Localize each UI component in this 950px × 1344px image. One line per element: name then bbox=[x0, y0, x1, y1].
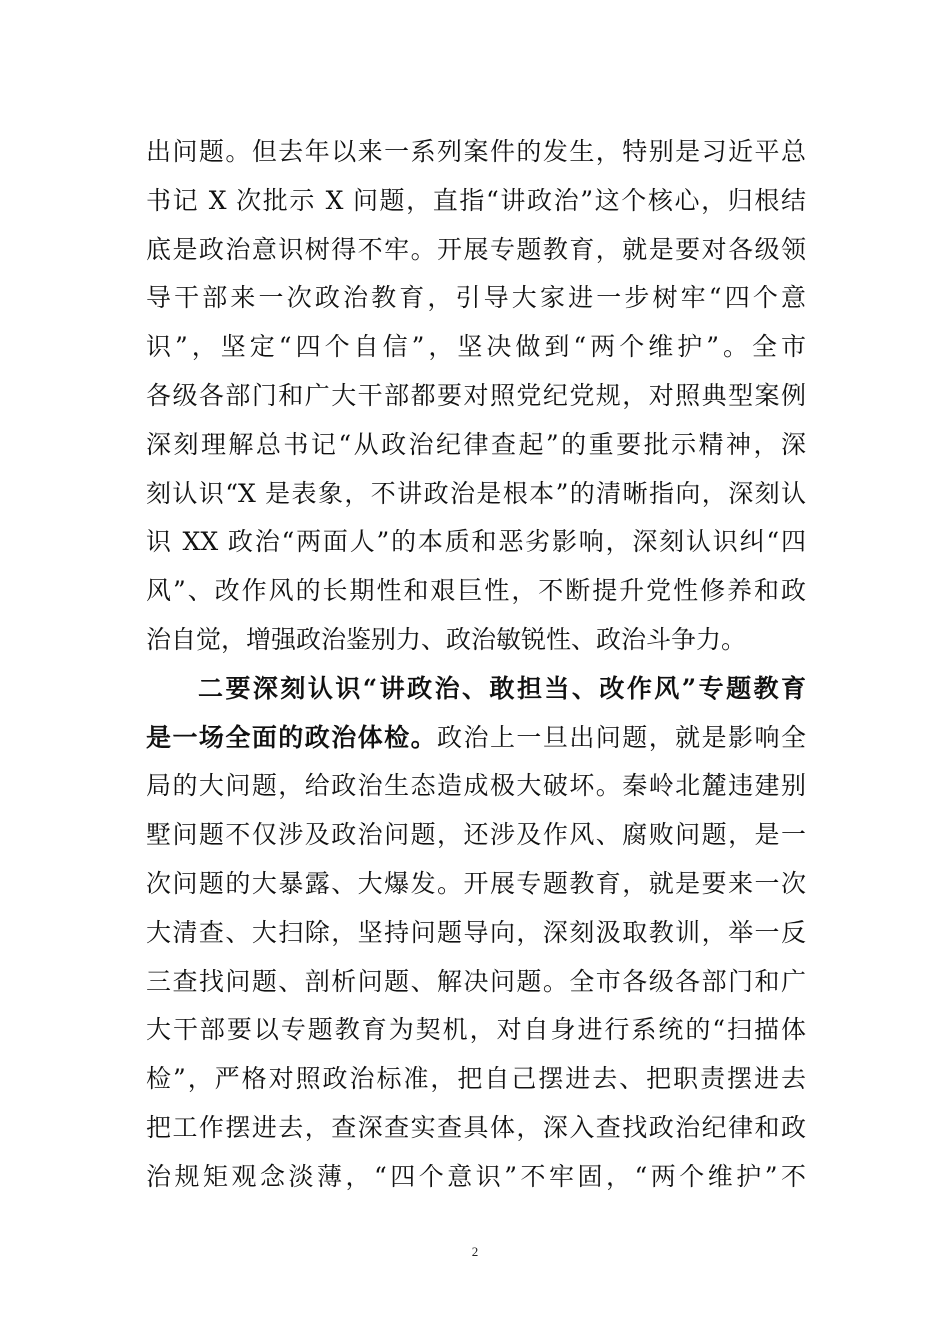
body-line-20: 检”，严格对照政治标准，把自己摆进去、把职责摆进去 bbox=[146, 1064, 806, 1094]
body-line-7: 深刻理解总书记“从政治纪律查起”的重要批示精神，深 bbox=[146, 429, 806, 459]
body-line-1: 出问题。但去年以来一系列案件的发生，特别是习近平总 bbox=[146, 137, 806, 166]
body-line-4: 导干部来一次政治教育，引导大家进一步树牢“四个意 bbox=[146, 283, 806, 313]
body-line-11: 治自觉，增强政治鉴别力、政治敏锐性、政治斗争力。 bbox=[146, 624, 747, 654]
body-line-5: 识”，坚定“四个自信”，坚决做到“两个维护”。全市 bbox=[146, 332, 806, 362]
body-line-17: 大清查、大扫除，坚持问题导向，深刻汲取教训，举一反 bbox=[146, 917, 806, 947]
body-line-14: 局的大问题，给政治生态造成极大破坏。秦岭北麓违建别 bbox=[146, 771, 806, 801]
body-line-19: 大干部要以专题教育为契机，对自身进行系统的“扫描体 bbox=[146, 1015, 806, 1045]
body-line-8: 刻认识“X 是表象，不讲政治是根本”的清晰指向，深刻认 bbox=[146, 478, 806, 508]
section-heading-line-2-row bbox=[146, 714, 806, 763]
body-line-16: 次问题的大暴露、大爆发。开展专题教育，就是要来一次 bbox=[146, 868, 806, 898]
body-line-3: 底是政治意识树得不牢。开展专题教育，就是要对各级领 bbox=[146, 234, 806, 264]
body-line-18: 三查找问题、剖析问题、解决问题。全市各级各部门和广 bbox=[146, 966, 806, 996]
body-line-22: 治规矩观念淡薄，“四个意识”不牢固，“两个维护”不 bbox=[146, 1161, 806, 1191]
page-number: 2 bbox=[471, 1244, 479, 1259]
body-line-15: 墅问题不仅涉及政治问题，还涉及作风、腐败问题，是一 bbox=[146, 820, 806, 850]
body-line-2: 书记 X 次批示 X 问题，直指“讲政治”这个核心，归根结 bbox=[146, 185, 806, 215]
section-heading-line-1: 二要深刻认识“讲政治、敢担当、改作风”专题教育 bbox=[198, 673, 806, 703]
body-line-21: 把工作摆进去，查深查实查具体，深入查找政治纪律和政 bbox=[146, 1112, 806, 1142]
section-heading-line-2: 是一场全面的政治体检。 bbox=[146, 722, 438, 752]
body-line-10: 风”、改作风的长期性和艰巨性，不断提升党性修养和政 bbox=[146, 576, 806, 606]
document-body bbox=[146, 128, 806, 1202]
body-line-6: 各级各部门和广大干部都要对照党纪党规，对照典型案例 bbox=[146, 380, 806, 410]
body-line-13: 政治上一旦出问题，就是影响全 bbox=[437, 722, 806, 752]
body-line-9: 识 XX 政治“两面人”的本质和恶劣影响，深刻认识纠“四 bbox=[146, 527, 806, 557]
